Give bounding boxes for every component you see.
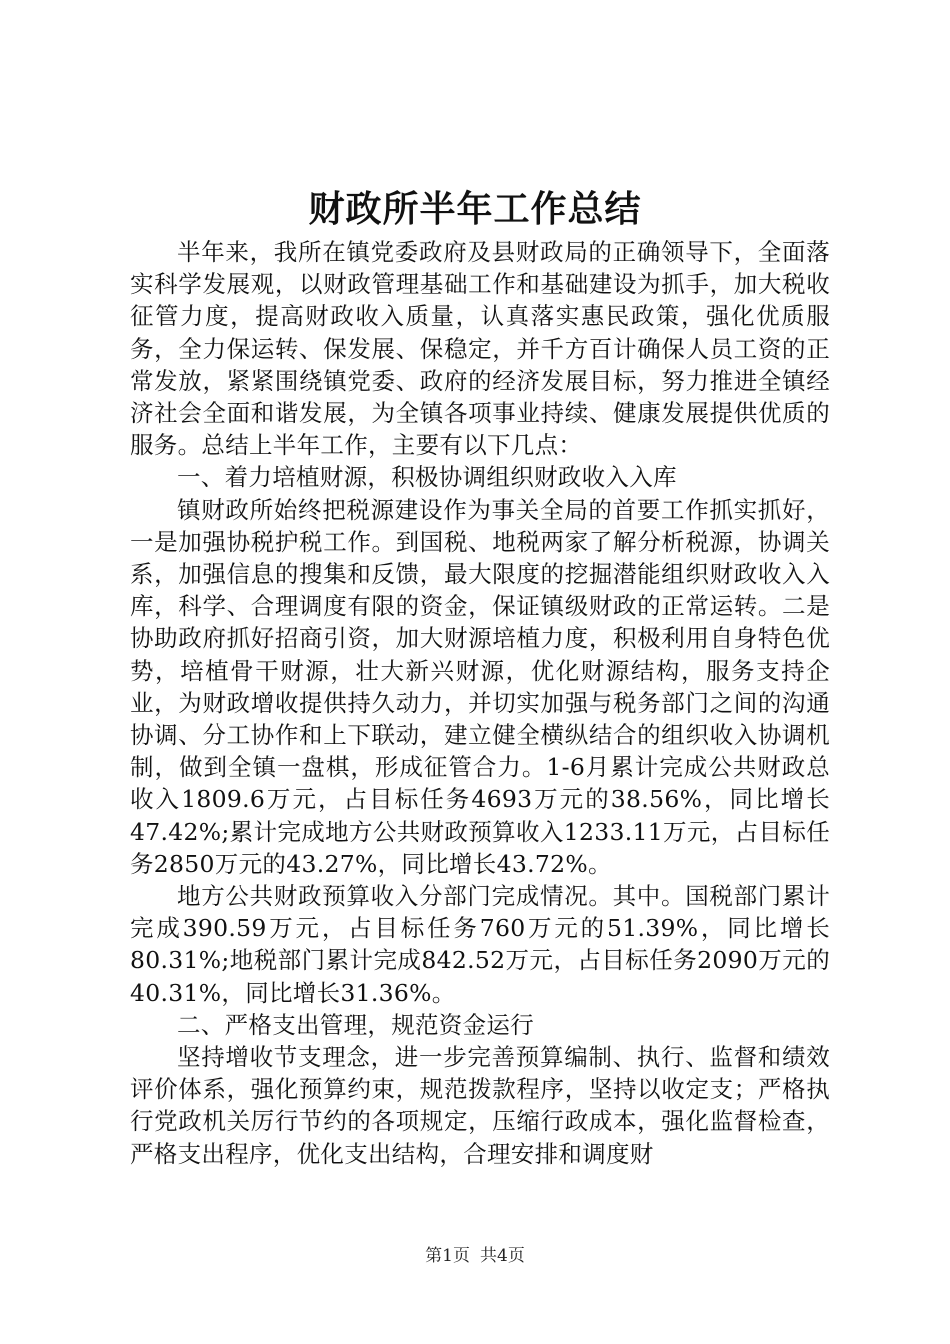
page-footer [0,1244,950,1268]
section-heading-2: 二、严格支出管理，规范资金运行 [177,1010,534,1039]
paragraph-department-revenue: 地方公共财政预算收入分部门完成情况。其中。国税部门累计完成390.59万元，占目标任务760万元的51.39%，同比增长80.31%;地税部门累计完成842.52万元，占目标任务2090万元的40.31%，同比增长31.36%。 [130,882,830,1007]
page-number: 第1页 [425,1246,470,1266]
paragraph-intro: 半年来，我所在镇党委政府及县财政局的正确领导下，全面落实科学发展观，以财政管理基础工作和基础建设为抓手，加大税收征管力度，提高财政收入质量，认真落实惠民政策，强化优质服务，全力保运转、保发展、保稳定，并千方百计确保人员工资的正常发放，紧紧围绕镇党委、政府的经济发展目标，努力推进全镇经济社会全面和谐发展，为全镇各项事业持续、健康发展提供优质的服务。总结上半年工作，主要有以下几点： [130,238,830,460]
document-body [130,236,830,1170]
paragraph-revenue: 镇财政所始终把税源建设作为事关全局的首要工作抓实抓好，一是加强协税护税工作。到国税、地税两家了解分析税源，协调关系，加强信息的搜集和反馈，最大限度的挖掘潜能组织财政收入入库，科学、合理调度有限的资金，保证镇级财政的正常运转。二是协助政府抓好招商引资，加大财源培植力度，积极利用自身特色优势，培植骨干财源，壮大新兴财源，优化财源结构，服务支持企业，为财政增收提供持久动力，并切实加强与税务部门之间的沟通协调、分工协作和上下联动，建立健全横纵结合的组织收入协调机制，做到全镇一盘棋，形成征管合力。1-6月累计完成公共财政总收入1809.6万元，占目标任务4693万元的38.56%，同比增长47.42%;累计完成地方公共财政预算收入1233.11万元，占目标任务2850万元的43.27%，同比增长43.72%。 [130,495,830,878]
section-heading-1: 一、着力培植财源，积极协调组织财政收入入库 [177,463,677,492]
paragraph-expenditure: 坚持增收节支理念，进一步完善预算编制、执行、监督和绩效评价体系，强化预算约束，规范拨款程序，坚持以收定支；严格执行党政机关厉行节约的各项规定，压缩行政成本，强化监督检查，严格支出程序，优化支出结构，合理安排和调度财 [130,1043,830,1168]
page-total: 共4页 [480,1246,525,1266]
document-title: 财政所半年工作总结 [308,188,642,230]
